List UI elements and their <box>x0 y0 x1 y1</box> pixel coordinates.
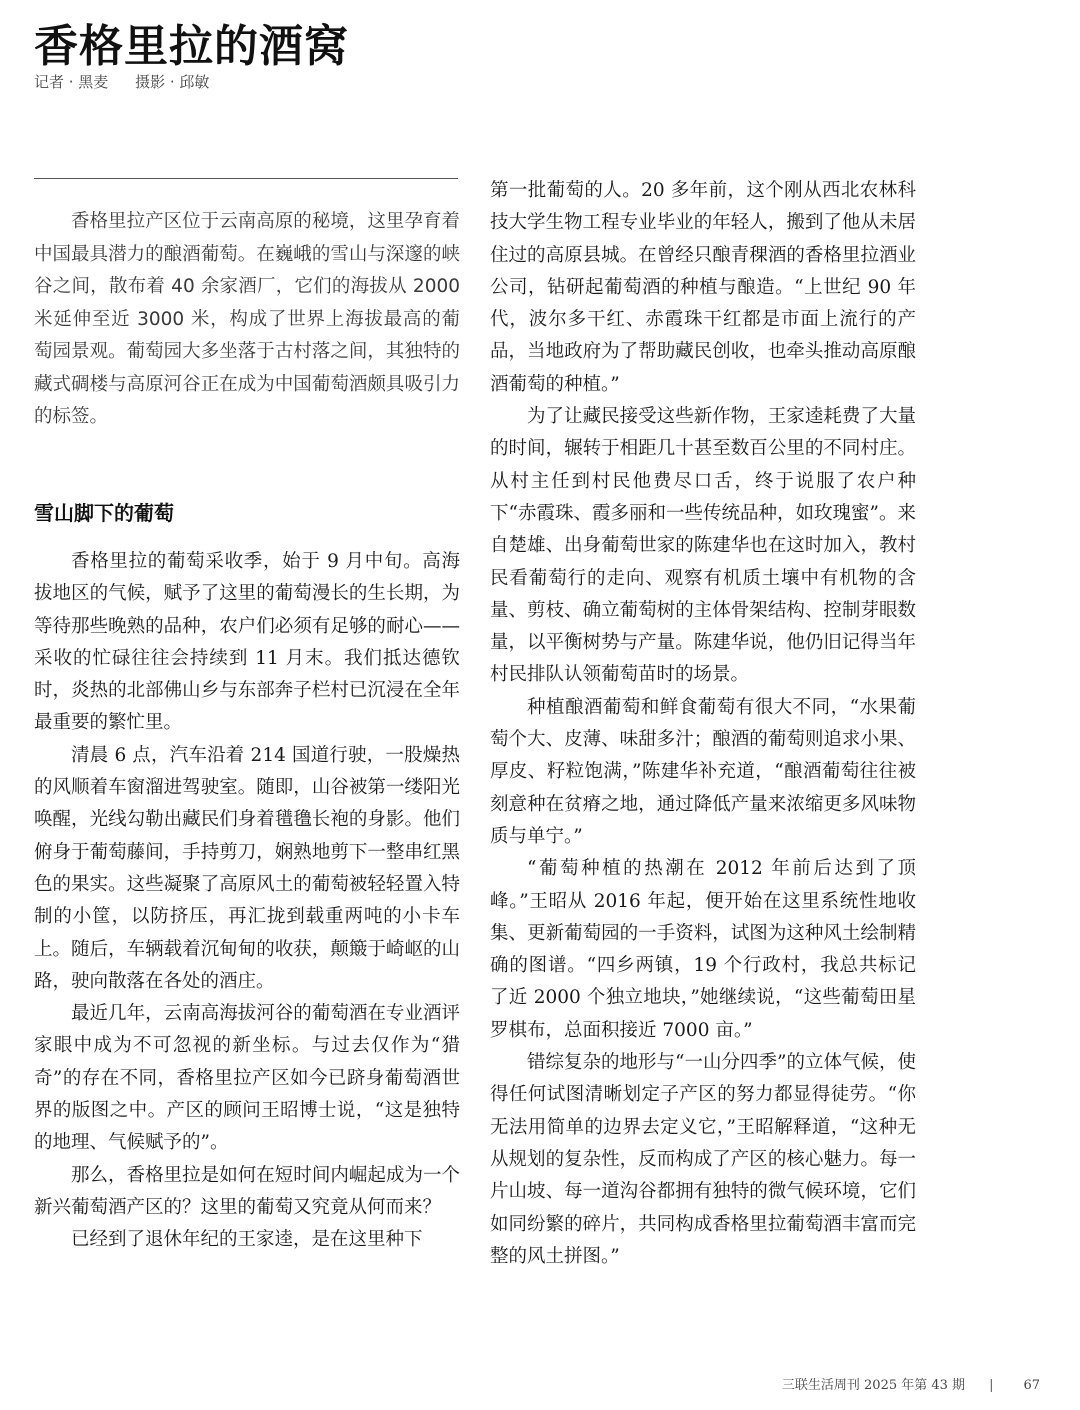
body-paragraph: 香格里拉的葡萄采收季，始于 9 月中旬。高海拔地区的气候，赋予了这里的葡萄漫长的生长期，为等待那些晚熟的品种，农户们必须有足够的耐心——采收的忙碌往往会持续到 11 月末。我们抵达德钦时，炎热的北部佛山乡与东部奔子栏村已沉浸在全年最重要的繁忙里。 <box>34 551 460 734</box>
body-paragraph: 为了让藏民接受这些新作物，王家逵耗费了大量的时间，辗转于相距几十甚至数百公里的不同村庄。从村主任到村民他费尽口舌，终于说服了农户种下“赤霞珠、霞多丽和一些传统品种，如玫瑰蜜”。来自楚雄、出身葡萄世家的陈建华也在这时加入，教村民看葡萄行的走向、观察有机质土壤中有机物的含量、剪枝、确立葡萄树的主体骨架结构、控制芽眼数量，以平衡树势与产量。陈建华说，他仍旧记得当年村民排队认领葡萄苗时的场景。 <box>490 406 916 686</box>
body-paragraph: 已经到了退休年纪的王家逵，是在这里种下 <box>71 1229 423 1251</box>
right-body-column <box>490 175 916 1273</box>
body-paragraph: 错综复杂的地形与“一山分四季”的立体气候，使得任何试图清晰划定子产区的努力都显得徒劳。“你无法用简单的边界去定义它，”王昭解释道，“这种无从规划的复杂性，反而构成了产区的核心魅力。每一片山坡、每一道沟谷都拥有独特的微气候环境，它们如同纷繁的碎片，共同构成香格里拉葡萄酒丰富而完整的风土拼图。” <box>490 1052 916 1267</box>
byline <box>34 71 231 92</box>
body-paragraph: 那么，香格里拉是如何在短时间内崛起成为一个新兴葡萄酒产区的？这里的葡萄又究竟从何而来？ <box>34 1164 460 1218</box>
page-footer <box>782 1374 1040 1393</box>
lead-divider <box>34 178 458 179</box>
article-lead: 香格里拉产区位于云南高原的秘境，这里孕育着中国最具潜力的酿酒葡萄。在巍峨的雪山与深邃的峡谷之间，散布着 40 余家酒厂，它们的海拔从 2000 米延伸至近 3000 米，构成了世界上海拔最高的葡萄园景观。葡萄园大多坐落于古村落之间，其独特的藏式碉楼与高原河谷正在成为中国葡萄酒颇具吸引力的标签。 <box>34 211 460 427</box>
footer-publication: 三联生活周刊 2025 年第 43 期 <box>781 1378 966 1393</box>
body-paragraph: “葡萄种植的热潮在 2012 年前后达到了顶峰。”王昭从 2016 年起，便开始在这里系统性地收集、更新葡萄园的一手资料，试图为这种风土绘制精确的图谱。“四乡两镇，19 个行政村，我总共标记了近 2000 个独立地块，”她继续说，“这些葡萄田星罗棋布，总面积接近 7000 亩。” <box>490 858 916 1041</box>
body-paragraph-continued: 第一批葡萄的人。20 多年前，这个刚从西北农林科技大学生物工程专业毕业的年轻人，搬到了他从未居住过的高原县城。在曾经只酿青稞酒的香格里拉酒业公司，钻研起葡萄酒的种植与酿造。“上世纪 90 年代，波尔多干红、赤霞珠干红都是市面上流行的产品，当地政府为了帮助藏民创收，也牵头推动高原酿酒葡萄的种植。” <box>490 180 916 395</box>
left-body-column <box>34 546 460 1257</box>
byline-reporter: 记者 · 黑麦 <box>34 73 109 91</box>
footer-separator: | <box>989 1378 994 1393</box>
byline-photographer: 摄影 · 邱敏 <box>135 73 210 91</box>
section-heading: 雪山脚下的葡萄 <box>34 501 174 525</box>
body-paragraph: 种植酿酒葡萄和鲜食葡萄有很大不同，“水果葡萄个大、皮薄、味甜多汁；酿酒的葡萄则追求小果、厚皮、籽粒饱满，”陈建华补充道，“酿酒葡萄往往被刻意种在贫瘠之地，通过降低产量来浓缩更多风味物质与单宁。” <box>490 696 916 847</box>
article-title: 香格里拉的酒窝 <box>34 21 349 72</box>
body-paragraph: 最近几年，云南高海拔河谷的葡萄酒在专业酒评家眼中成为不可忽视的新坐标。与过去仅作为“猎奇”的存在不同，香格里拉产区如今已跻身葡萄酒世界的版图之中。产区的顾问王昭博士说，“这是独特的地理、气候赋予的”。 <box>34 1003 460 1154</box>
page-number: 67 <box>1023 1378 1040 1393</box>
body-paragraph: 清晨 6 点，汽车沿着 214 国道行驶，一股燥热的风顺着车窗溜进驾驶室。随即，山谷被第一缕阳光唤醒，光线勾勒出藏民们身着氆氇长袍的身影。他们俯身于葡萄藤间，手持剪刀，娴熟地剪下一整串红黑色的果实。这些凝聚了高原风土的葡萄被轻轻置入特制的小筐，以防挤压，再汇拢到载重两吨的小卡车上。随后，车辆载着沉甸甸的收获，颠簸于崎岖的山路，驶向散落在各处的酒庄。 <box>34 744 460 992</box>
